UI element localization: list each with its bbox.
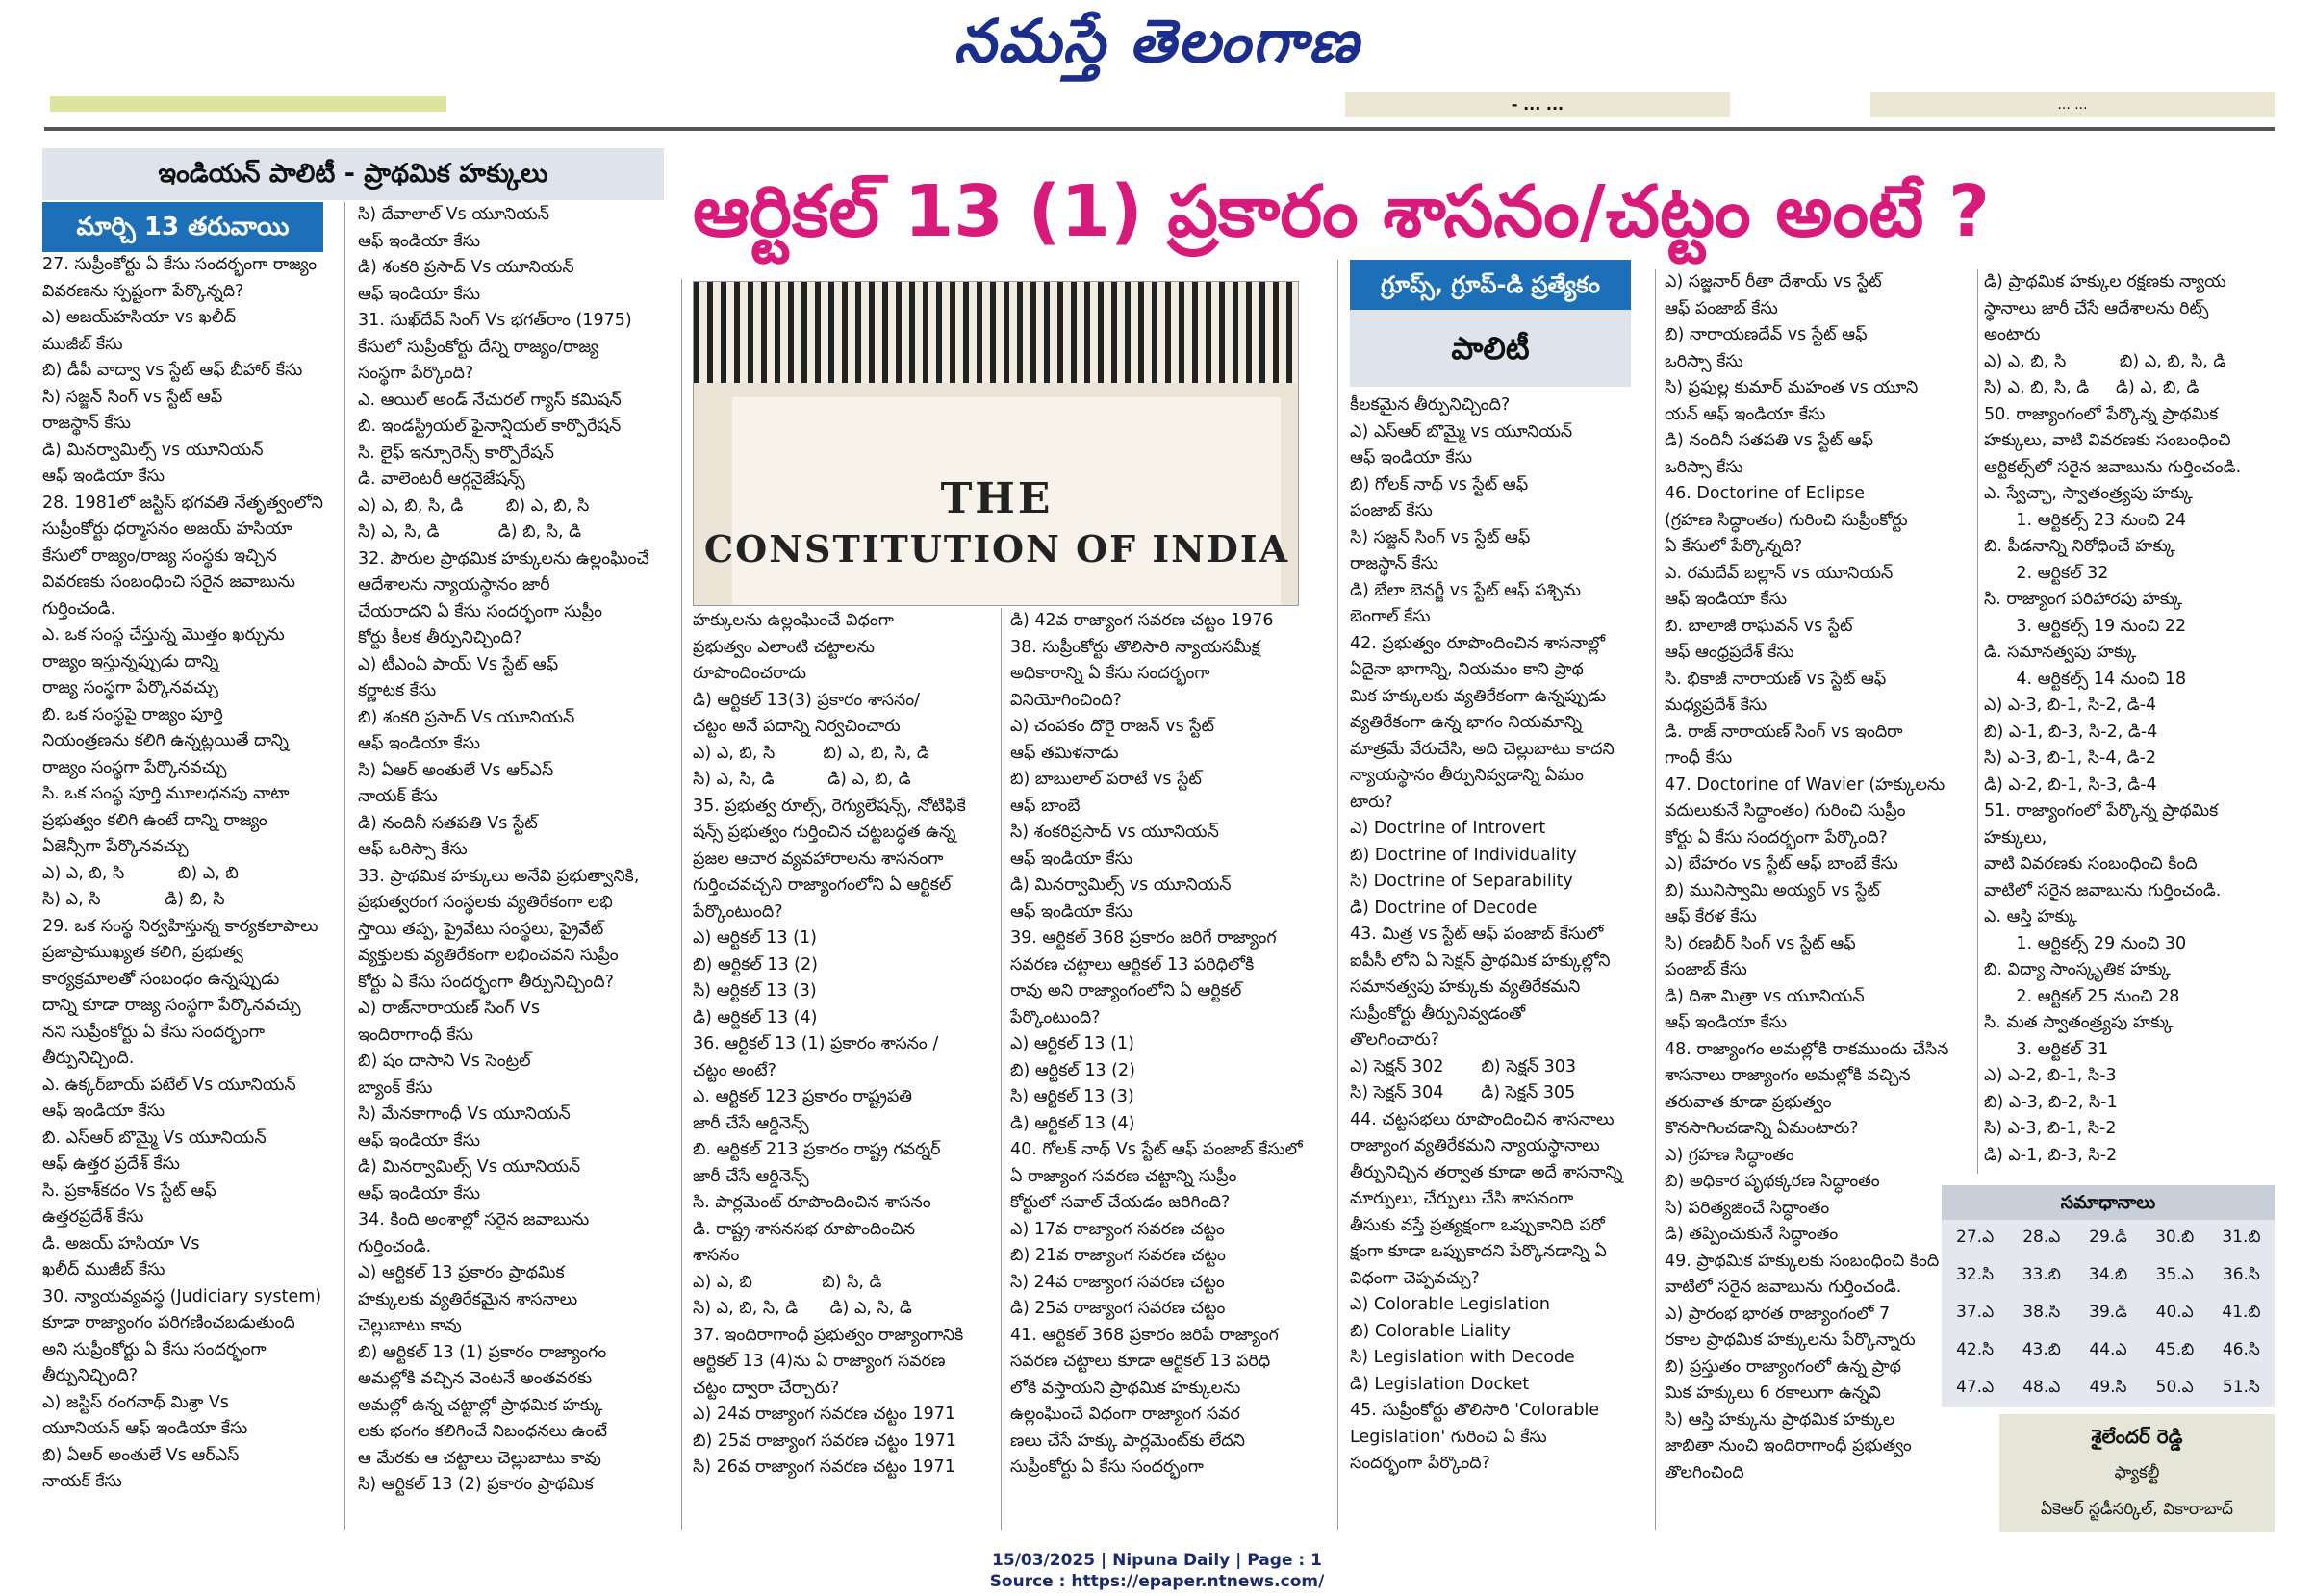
answer-item: 36.సి [2222,1264,2260,1284]
answer-item: 31.బి [2222,1227,2261,1247]
special-box-subject: పాలిటీ [1350,310,1631,387]
ornament-border [694,282,1299,383]
answer-item: 39.డి [2089,1302,2127,1322]
constitution-image [693,281,1299,606]
answer-item: 29.డి [2089,1227,2127,1247]
column-4: డి) 42వ రాజ్యాంగ సవరణ చట్టం 1976 38. సుప్రీంకోర్టు తొలిసారి న్యాయసమీక్ష అధికారాన్ని ఏ కేసు సందర్భంగా వినియోగించింది? ఎ) చంపకం దొరై రాజన్ vs స్టేట్ ఆఫ్ తమిళనాడు బి) బాబులాల్ పరాటే vs స్టేట్ ఆఫ్ బాంబే సి) శంకరిప్రసాద్ vs యూనియన్ ఆఫ్ ఇండియా కేసు డి) మినర్వామిల్స్ vs యూనియన్ ఆఫ్ ఇండియా కేసు 39. ఆర్టికల్ 368 ప్రకారం జరిగే రాజ్యాంగ సవరణ చట్టాలు ఆర్టికల్ 13 పరిధిలోకి రావు అని రాజ్యాంగంలోని ఏ ఆర్టికల్ పేర్కొంటుంది? ఎ) ఆర్టికల్ 13 (1) బి) ఆర్టికల్ 13 (2) సి) ఆర్టికల్ 13 (3) డి) ఆర్టికల్ 13 (4) 40. గోలక్ నాథ్ Vs స్టేట్ ఆఫ్ పంజాబ్ కేసులో ఏ రాజ్యాంగ సవరణ చట్టాన్ని సుప్రీం కోర్టులో సవాల్ చేయడం జరిగింది? ఎ) 17వ రాజ్యాంగ సవరణ చట్టం బి) 21వ రాజ్యాంగ సవరణ చట్టం సి) 24వ రాజ్యాంగ సవరణ చట్టం డి) 25వ రాజ్యాంగ సవరణ చట్టం 41. ఆర్టికల్ 368 ప్రకారం జరిపే రాజ్యాంగ సవరణ చట్టాలు కూడా ఆర్టికల్ 13 పరిధి లోకి వస్తాయని ప్రాథమిక హక్కులను ఉల్లంఘించే విధంగా రాజ్యాంగ సవర ణలు చేసే హక్కు పార్లమెంట్‌కు లేదని సుప్రీంకోర్టు ఏ కేసు సందర్భంగా [1010,611,1303,1477]
column-divider [1655,269,1656,1530]
answer-item: 37.ఎ [1956,1302,1995,1322]
column-2: సి) దేవాలాల్ Vs యూనియన్ ఆఫ్ ఇండియా కేసు డి) శంకరి ప్రసాద్ Vs యూనియన్ ఆఫ్ ఇండియా కేసు 31. సుఖ్‌దేవ్ సింగ్ Vs భగత్‌రాం (1975) కేసులో సుప్రీంకోర్టు దేన్ని రాజ్యం/రాజ్య సంస్థగా పేర్కొంది? ఎ. ఆయిల్ అండ్ నేచురల్ గ్యాస్ కమిషన్ బి. ఇండస్ట్రియల్ ఫైనాన్షియల్ కార్పొరేషన్ సి. లైఫ్ ఇన్సూరెన్స్ కార్పొరేషన్ డి. వాలెంటరీ ఆర్గనైజేషన్స్ ఎ) ఎ, బి, సి, డి బి) ఎ, బి, సి సి) ఎ, సి, డి డి) బి, సి, డి 32. పౌరుల ప్రాథమిక హక్కులను ఉల్లంఘించే ఆదేశాలను న్యాయస్థానం జారీ చేయరాదని ఏ కేసు సందర్భంగా సుప్రీం కోర్టు కీలక తీర్పునిచ్చింది? ఎ) టీఎంఏ పాయ్ Vs స్టేట్ ఆఫ్ కర్ణాటక కేసు బి) శంకరి ప్రసాద్ Vs యూనియన్ ఆఫ్ ఇండియా కేసు సి) ఏఆర్ అంతులే Vs ఆర్ఎస్ నాయక్ కేసు డి) నందినీ సతపతి Vs స్టేట్ ఆఫ్ ఒరిస్సా కేసు 33. ప్రాథమిక హక్కులు అనేవి ప్రభుత్వానికి, ప్రభుత్వరంగ సంస్థలకు వ్యతిరేకంగా లభి స్తాయి తప్ప, ప్రైవేటు సంస్థలు, ప్రైవేట్ వ్యక్తులకు వ్యతిరేకంగా లభించవని సుప్రీం కోర్టు ఏ కేసు సందర్భంగా తీర్పునిచ్చింది? ఎ) రాజ్‌నారాయణ్ సింగ్ Vs ఇందిరాగాంధీ కేసు బి) షం దాసాని Vs సెంట్రల్ బ్యాంక్ కేసు సి) మేనకాగాంధీ Vs యూనియన్ ఆఫ్ ఇండియా కేసు డి) మినర్వామిల్స్ Vs యూనియన్ ఆఫ్ ఇండియా కేసు 34. కింది అంశాల్లో సరైన జవాబును గుర్తించండి. ఎ) ఆర్టికల్ 13 ప్రకారం ప్రాథమిక హక్కులకు వ్యతిరేకమైన శాసనాలు చెల్లుబాటు కావు బి) ఆర్టికల్ 13 (1) ప్రకారం రాజ్యాంగం అమల్లోకి వచ్చిన వెంటనే అంతవరకు అమల్లో ఉన్న చట్టాల్లో ప్రాథమిక హక్కు లకు భంగం కలిగించే నిబంధనలు ఉంటే ఆ మేరకు ఆ చట్టాలు చెల్లుబాటు కావు సి) ఆర్టికల్ 13 (2) ప్రకారం ప్రాథమిక [358,205,649,1494]
column-divider [1337,260,1338,1530]
answer-item: 28.ఎ [2022,1227,2061,1247]
column-6: ఎ) సజ్జనార్ రీతా దేశాయ్ vs స్టేట్ ఆఫ్ పంజాబ్ కేసు బి) నారాయణదేవ్ vs స్టేట్ ఆఫ్ ఒరిస్సా కేసు సి) ప్రఫుల్ల కుమార్ మహంత vs యూని యన్ ఆఫ్ ఇండియా కేసు డి) నందినీ సతపతి vs స్టేట్ ఆఫ్ ఒరిస్సా కేసు 46. Doctorine of Eclipse (గ్రహణ సిద్ధాంతం) గురించి సుప్రీంకోర్టు ఏ కేసులో పేర్కొన్నది? ఎ. రమదేవ్ బల్లాన్ vs యూనియన్ ఆఫ్ ఇండియా కేసు బి. బాలాజీ రాఘవన్ vs స్టేట్ ఆఫ్ ఆంధ్రప్రదేశ్ కేసు సి. భికాజీ నారాయణ్ vs స్టేట్ ఆఫ్ మధ్యప్రదేశ్ కేసు డి. రాజ్ నారాయణ్ సింగ్ vs ఇందిరా గాంధీ కేసు 47. Doctorine of Wavier (హక్కులను వదులుకునే సిద్ధాంతం) గురించి సుప్రీం కోర్టు ఏ కేసు సందర్భంగా పేర్కొంది? ఎ) బేహరం vs స్టేట్ ఆఫ్ బాంబే కేసు బి) మునిస్వామి అయ్యర్ vs స్టేట్ ఆఫ్ కేరళ కేసు సి) రణబీర్ సింగ్ vs స్టేట్ ఆఫ్ పంజాబ్ కేసు డి) దిశా మిత్రా vs యూనియన్ ఆఫ్ ఇండియా కేసు 48. రాజ్యాంగం అమల్లోకి రాకముందు చేసిన శాసనాలు రాజ్యాంగం అమల్లోకి వచ్చిన తరువాత కూడా ప్రభుత్వం కొనసాగించడాన్ని ఏమంటారు? ఎ) గ్రహణ సిద్ధాంతం బి) అధికార పృథక్కరణ సిద్ధాంతం సి) పరిత్యజించే సిద్ధాంతం డి) తప్పించుకునే సిద్ధాంతం 49. ప్రాథమిక హక్కులకు సంబంధించి కింది వాటిలో సరైన జవాబును గుర్తించండి. ఎ) ప్రారంభ భారత రాజ్యాంగంలో 7 రకాల ప్రాథమిక హక్కులను పేర్కొన్నారు బి) ప్రస్తుతం రాజ్యాంగంలో ఉన్న ప్రాథ మిక హక్కులు 6 రకాలుగా ఉన్నవి సి) ఆస్తి హక్కును ప్రాథమిక హక్కుల జాబితా నుంచి ఇందిరాగాంధీ ప్రభుత్వం తొలగించింది [1665,272,1949,1482]
top-strip-left [50,96,446,112]
column-3: హక్కులను ఉల్లంఘించే విధంగా ప్రభుత్వం ఎలాంటి చట్టాలను రూపొందించరాదు డి) ఆర్టికల్ 13(3) ప్రకారం శాసనం/ చట్టం అనే పదాన్ని నిర్వచించారు ఎ) ఎ, బి, సి బి) ఎ, బి, సి, డి సి) ఎ, సి, డి డి) ఎ, బి, డి 35. ప్రభుత్వ రూల్స్, రెగ్యులేషన్స్, నోటిఫికే షన్స్ ప్రభుత్వం గుర్తించిన చట్టబద్ధత ఉన్న ప్రజల ఆచార వ్యవహారాలను శాసనంగా గుర్తించవచ్చని రాజ్యాంగంలోని ఏ ఆర్టికల్ పేర్కొంటుంది? ఎ) ఆర్టికల్ 13 (1) బి) ఆర్టికల్ 13 (2) సి) ఆర్టికల్ 13 (3) డి) ఆర్టికల్ 13 (4) 36. ఆర్టికల్ 13 (1) ప్రకారం శాసనం / చట్టం అంటే? ఎ. ఆర్టికల్ 123 ప్రకారం రాష్ట్రపతి జారీ చేసే ఆర్డినెన్స్ బి. ఆర్టికల్ 213 ప్రకారం రాష్ట్ర గవర్నర్ జారీ చేసే ఆర్డినెన్స్ సి. పార్లమెంట్ రూపొందించిన శాసనం డి. రాష్ట్ర శాసనసభ రూపొందించిన శాసనం ఎ) ఎ, బి బి) సి, డి సి) ఎ, బి, సి, డి డి) ఎ, సి, డి 37. ఇందిరాగాంధీ ప్రభుత్వం రాజ్యాంగానికి ఆర్టికల్ 13 (4)ను ఏ రాజ్యాంగ సవరణ చట్టం ద్వారా చేర్చారు? ఎ) 24వ రాజ్యాంగ సవరణ చట్టం 1971 బి) 25వ రాజ్యాంగ సవరణ చట్టం 1971 సి) 26వ రాజ్యాంగ సవరణ చట్టం 1971 [693,611,966,1477]
footer-date: 15/03/2025 | Nipuna Daily | Page : 1 [992,1551,1322,1570]
headline: ఆర్టికల్ 13 (1) ప్రకారం శాసనం/చట్టం అంటే ? [693,170,1990,253]
answer-item: 47.ఎ [1956,1377,1995,1397]
column-1: 27. సుప్రీంకోర్టు ఏ కేసు సందర్భంగా రాజ్యం వివరణను స్పష్టంగా పేర్కొన్నది? ఎ) అజయ్‌హసియా vs ఖలీద్ ముజీబ్ కేసు బి) డీపీ వాద్వా vs స్టేట్ ఆఫ్ బీహార్ కేసు సి) సజ్జన్ సింగ్ vs స్టేట్ ఆఫ్ రాజస్థాన్ కేసు డి) మినర్వామిల్స్ vs యూనియన్ ఆఫ్ ఇండియా కేసు 28. 1981లో జస్టిస్ భగవతి నేతృత్వంలోని సుప్రీంకోర్టు ధర్మాసనం అజయ్ హసియా కేసులో రాజ్యం/రాజ్య సంస్థకు ఇచ్చిన వివరణకు సంబంధించి సరైన జవాబును గుర్తించండి. ఎ. ఒక సంస్థ చేస్తున్న మొత్తం ఖర్చును రాజ్యం ఇస్తున్నప్పుడు దాన్ని రాజ్య సంస్థగా పేర్కొనవచ్చు బి. ఒక సంస్థపై రాజ్యం పూర్తి నియంత్రణను కలిగి ఉన్నట్లయితే దాన్ని రాజ్యం సంస్థగా పేర్కొనవచ్చు సి. ఒక సంస్థ పూర్తి మూలధనపు వాటా ప్రభుత్వం కలిగి ఉంటే దాన్ని రాజ్యం ఏజెన్సీగా పేర్కొనవచ్చు ఎ) ఎ, బి, సి బి) ఎ, బి సి) ఎ, సి డి) బి, సి 29. ఒక సంస్థ నిర్వహిస్తున్న కార్యకలాపాలు ప్రజాప్రాముఖ్యత కలిగి, ప్రభుత్వ కార్యక్రమాలతో సంబంధం ఉన్నప్పుడు దాన్ని కూడా రాజ్య సంస్థగా పేర్కొనవచ్చు నని సుప్రీంకోర్టు ఏ కేసు సందర్భంగా తీర్పునిచ్చింది. ఎ. ఉక్కర్‌బాయ్ పటేల్ Vs యూనియన్ ఆఫ్ ఇండియా కేసు బి. ఎస్ఆర్ బొమ్మై Vs యూనియన్ ఆఫ్ ఉత్తర ప్రదేశ్ కేసు సి. ప్రకాశ్‌కదం Vs స్టేట్ ఆఫ్ ఉత్తరప్రదేశ్ కేసు డి. అజయ్ హసియా Vs ఖలీద్ ముజీబ్ కేసు 30. న్యాయవ్యవస్థ (Judiciary system) కూడా రాజ్యాంగం పరిగణించబడుతుంది అని సుప్రీంకోర్టు ఏ కేసు సందర్భంగా తీర్పునిచ్చింది? ఎ) జస్టిస్ రంగనాథ్ మిశ్రా Vs యూనియన్ ఆఫ్ ఇండియా కేసు బి) ఏఆర్ అంతులే Vs ఆర్ఎస్ నాయక్ కేసు [42,255,323,1491]
top-strip-right: ... ... [1870,92,2275,117]
answer-item: 41.బి [2222,1302,2261,1322]
column-divider [344,202,345,1530]
answer-item: 44.ఎ [2089,1339,2127,1359]
answer-item: 40.ఎ [2155,1302,2194,1322]
answers-heading: సమాధానాలు [1942,1185,2275,1220]
masthead-title: నమస్తే తెలంగాణ [954,6,1360,76]
column-divider [1001,608,1002,1530]
author-box [1999,1414,2275,1532]
answer-item: 46.సి [2222,1339,2260,1359]
column-7: డి) ప్రాథమిక హక్కుల రక్షణకు న్యాయ స్థానాలు జారీ చేసే ఆదేశాలను రిట్స్ అంటారు ఎ) ఎ, బి, సి బి) ఎ, బి, సి, డి సి) ఎ, బి, సి, డి డి) ఎ, బి, డి 50. రాజ్యాంగంలో పేర్కొన్న ప్రాథమిక హక్కులు, వాటి వివరణకు సంబంధించి ఆర్టికల్స్‌లో సరైన జవాబును గుర్తించండి. ఎ. స్వేచ్ఛా, స్వాతంత్ర్యపు హక్కు 1. ఆర్టికల్స్ 23 నుంచి 24 బి. పీడనాన్ని నిరోధించే హక్కు 2. ఆర్టికల్ 32 సి. రాజ్యాంగ పరిహారపు హక్కు 3. ఆర్టికల్స్ 19 నుంచి 22 డి. సమానత్వపు హక్కు 4. ఆర్టికల్స్ 14 నుంచి 18 ఎ) ఎ-3, బి-1, సి-2, డి-4 బి) ఎ-1, బి-3, సి-2, డి-4 సి) ఎ-3, బి-1, సి-4, డి-2 డి) ఎ-2, బి-1, సి-3, డి-4 51. రాజ్యాంగంలో పేర్కొన్న ప్రాథమిక హక్కులు, వాటి వివరణకు సంబంధించి కింది వాటిలో సరైన జవాబును గుర్తించండి. ఎ. ఆస్తి హక్కు 1. ఆర్టికల్స్ 29 నుంచి 30 బి. విద్యా సాంస్కృతిక హక్కు 2. ఆర్టికల్ 25 నుంచి 28 సి. మత స్వాతంత్ర్యపు హక్కు 3. ఆర్టికల్ 31 ఎ) ఎ-2, బి-1, సి-3 బి) ఎ-3, బి-2, సి-1 సి) ఎ-3, బి-1, సి-2 డి) ఎ-1, బి-3, సి-2 [1984,272,2242,1165]
answer-item: 34.బి [2088,1264,2128,1284]
column-divider [1977,269,1978,1174]
answer-item: 35.ఎ [2155,1264,2194,1284]
answer-item: 50.ఎ [2155,1377,2194,1397]
image-text-the: THE [940,474,1054,523]
answer-item: 48.ఎ [2022,1377,2061,1397]
answer-item: 32.సి [1956,1264,1995,1284]
column-divider [681,279,682,1530]
answer-item: 49.సి [2089,1377,2127,1397]
answer-item: 42.సి [1956,1339,1995,1359]
answer-item: 33.బి [2022,1264,2061,1284]
top-strip-middle: - ... ... [1345,92,1730,117]
answer-item: 45.బి [2155,1339,2195,1359]
special-box-heading: గ్రూప్స్, గ్రూప్-డి ప్రత్యేకం [1350,260,1631,310]
section-heading: ఇండియన్ పాలిటీ - ప్రాథమిక హక్కులు [42,148,664,200]
answer-item: 30.బి [2155,1227,2195,1247]
answer-item: 51.సి [2222,1377,2260,1397]
answer-item: 27.ఎ [1956,1227,1995,1247]
answer-item: 38.సి [2022,1302,2061,1322]
author-role: ఫ్యాకల్టీ [2114,1463,2160,1482]
answer-item: 43.బి [2022,1339,2061,1359]
continuation-tag: మార్చి 13 తరువాయి [42,202,323,252]
footer-source: Source : https://epaper.ntnews.com/ [989,1572,1325,1591]
answers-grid [1942,1220,2275,1407]
column-5: కీలకమైన తీర్పునిచ్చింది? ఎ) ఎస్ఆర్ బొమ్మై vs యూనియన్ ఆఫ్ ఇండియా కేసు బి) గోలక్ నాథ్ vs స్టేట్ ఆఫ్ పంజాబ్ కేసు సి) సజ్జన్ సింగ్ vs స్టేట్ ఆఫ్ రాజస్థాన్ కేసు డి) బేలా బెనర్జీ vs స్టేట్ ఆఫ్ పశ్చిమ బెంగాల్ కేసు 42. ప్రభుత్వం రూపొందించిన శాసనాల్లో ఏదైనా భాగాన్ని, నియమం కాని ప్రాథ మిక హక్కులకు వ్యతిరేకంగా ఉన్నప్పుడు వ్యతిరేకంగా ఉన్న భాగం నియమాన్ని మాత్రమే వేరుచేసి, అది చెల్లుబాటు కాదని న్యాయస్థానం తీర్పునివ్వడాన్ని ఏమం టారు? ఎ) Doctrine of Introvert బి) Doctrine of Individuality సి) Doctrine of Separability డి) Doctrine of Decode 43. మిత్ర vs స్టేట్ ఆఫ్ పంజాబ్ కేసులో ఐపీసీ లోని ఏ సెక్షన్ ప్రాథమిక హక్కుల్లోని సమానత్వపు హక్కుకు వ్యతిరేకమని సుప్రీంకోర్టు తీర్పునివ్వడంతో తొలగించారు? ఎ) సెక్షన్ 302 బి) సెక్షన్ 303 సి) సెక్షన్ 304 డి) సెక్షన్ 305 44. చట్టసభలు రూపొందించిన శాసనాలు రాజ్యాంగ వ్యతిరేకమని న్యాయస్థానాలు తీర్పునిచ్చిన తర్వాత కూడా అదే శాసనాన్ని మార్పులు, చేర్పులు చేసి శాసనంగా తీసుకు వస్తే ప్రత్యక్షంగా ఒప్పుకానిది పరో క్షంగా కూడా ఒప్పుకాదని పేర్కొనడాన్ని ఏ విధంగా చెప్పవచ్చు? ఎ) Colorable Legislation బి) Colorable Liality సి) Legislation with Decode డి) Legislation Docket 45. సుప్రీంకోర్టు తొలిసారి 'Colorable Legislation' గురించి ఏ కేసు సందర్భంగా పేర్కొంది? [1350,395,1623,1473]
image-text-constitution: CONSTITUTION OF INDIA [703,527,1290,570]
top-rule [44,127,2275,131]
author-name: శైలేందర్ రెడ్డి [2091,1425,2183,1448]
author-place: ఏకెఆర్ స్టడీసర్కిల్, వికారాబాద్ [2040,1500,2234,1519]
